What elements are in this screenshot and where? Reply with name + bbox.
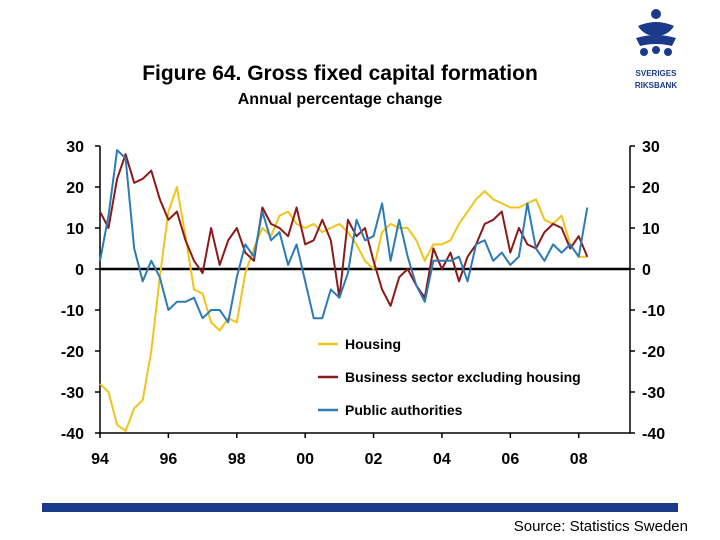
y-tick-label-right: 30 [642,139,660,156]
y-tick-label-left: 30 [66,139,84,156]
y-tick-label-left: -20 [60,344,84,361]
x-tick-label: 06 [501,451,520,468]
legend [300,327,590,427]
y-tick-label-right: -20 [642,344,666,361]
y-tick-label-left: -10 [60,303,84,320]
y-tick-label-right: -10 [642,303,666,320]
y-tick-label-left: 20 [66,180,84,197]
y-tick-label-left: 0 [75,262,84,279]
y-tick-label-left: -30 [60,385,84,402]
x-tick-label: 04 [433,451,451,468]
y-tick-label-right: 0 [642,262,651,279]
y-tick-label-right: -30 [642,385,666,402]
logo-text-line2: RIKSBANK [634,81,678,90]
riksbank-logo [626,4,686,96]
legend-label: Public authorities [345,402,463,418]
legend-label: Business sector excluding housing [345,369,581,385]
chart-title: Figure 64. Gross fixed capital formation [142,62,538,85]
x-tick-label: 96 [159,451,178,468]
y-tick-label-left: -40 [60,426,84,443]
source-note: Source: Statistics Sweden [513,518,688,535]
y-tick-label-left: 10 [66,221,84,238]
logo-text-line1: SVERIGES [635,69,677,78]
x-tick-label: 02 [364,451,383,468]
y-tick-label-right: 20 [642,180,660,197]
x-tick-label: 94 [91,451,109,468]
x-tick-label: 08 [569,451,588,468]
series-line-public-authorities [100,150,587,322]
y-tick-label-right: -40 [642,426,666,443]
chart-subtitle: Annual percentage change [237,91,443,108]
x-tick-label: 98 [227,451,246,468]
y-tick-label-right: 10 [642,221,660,238]
legend-label: Housing [345,336,401,352]
x-tick-label: 00 [296,451,315,468]
footer-bar [42,503,678,512]
